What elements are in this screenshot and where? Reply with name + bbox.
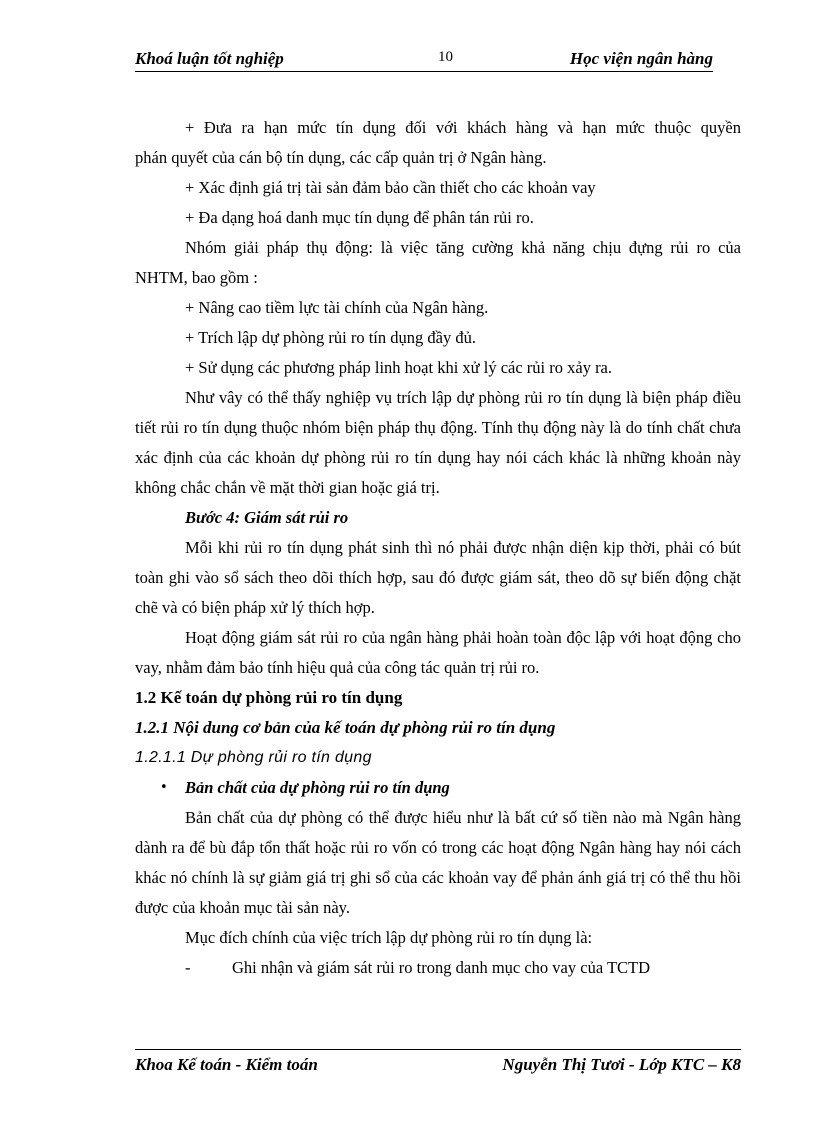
- page-number: 10: [438, 49, 453, 65]
- bullet-diversify: + Đa dạng hoá danh mục tín dụng để phân tán rủi ro.: [185, 208, 534, 227]
- bullet-credit-limit-line2: phán quyết của cán bộ tín dụng, các cấp quản trị ở Ngân hàng.: [135, 148, 547, 167]
- step4-heading: Bước 4: Giám sát rủi ro: [185, 508, 349, 527]
- bullet-heading-nature: [135, 773, 741, 803]
- bullet-credit-limit-line1: + Đưa ra hạn mức tín dụng đối với khách hàng và hạn mức thuộc quyền: [185, 118, 741, 137]
- header-rule: [135, 71, 713, 72]
- dash-marker: -: [185, 958, 191, 977]
- header-thesis-label: Khoá luận tốt nghiệp: [135, 49, 284, 68]
- bullet-flexible-methods: + Sử dụng các phương pháp linh hoạt khi xử lý các rủi ro xảy ra.: [185, 358, 613, 377]
- header-institution: Học viện ngân hàng: [569, 49, 713, 68]
- paragraph-as-such: Như vây có thể thấy nghiệp vụ trích lập dự phòng rủi ro tín dụng là biện pháp điều tiết rủi ro tín dụng thuộc nhóm biện pháp thụ động. Tính thụ động này là do tính chất chưa xác định của các khoản dự phòng rủi ro tín dụng hay nói cách khác là những khoản này không chắc chắn về mặt thời gian hoặc giá trị.: [135, 388, 741, 497]
- paragraph-independence: Hoạt động giám sát rủi ro của ngân hàng phải hoàn toàn độc lập với hoạt động cho vay, nhằm đảm bảo tính hiệu quả của công tác quản trị rủi ro.: [135, 628, 741, 677]
- bullet-collateral: + Xác định giá trị tài sản đảm bảo cần thiết cho các khoản vay: [185, 178, 596, 197]
- footer-author: Nguyễn Thị Tươi - Lớp KTC – K8: [502, 1055, 741, 1074]
- dash-list-item-text: Ghi nhận và giám sát rủi ro trong danh mục cho vay của TCTD: [232, 958, 651, 977]
- bullet-dot-icon: •: [160, 780, 168, 795]
- page-body: [135, 113, 741, 983]
- paragraph-monitoring: Mỗi khi rủi ro tín dụng phát sinh thì nó phải được nhận diện kịp thời, phải có bút toàn ghi vào sổ sách theo dõi thích hợp, sau đó được giám sát, theo dõ sự biến động chặt chẽ và có biện pháp xử lý thích hợp.: [135, 538, 741, 617]
- section-heading-1-2-1: 1.2.1 Nội dung cơ bản của kế toán dự phòng rủi ro tín dụng: [135, 718, 556, 737]
- paragraph-passive-solutions: Nhóm giải pháp thụ động: là việc tăng cường khả năng chịu đựng rủi ro của NHTM, bao gồm :: [135, 238, 741, 287]
- footer-faculty: Khoa Kế toán - Kiểm toán: [135, 1055, 318, 1074]
- footer-rule: [135, 1049, 741, 1050]
- page-header: [135, 46, 713, 72]
- section-heading-1-2-1-1: 1.2.1.1 Dự phòng rủi ro tín dụng: [135, 749, 372, 766]
- bullet-heading-text: Bản chất của dự phòng rủi ro tín dụng: [185, 778, 450, 797]
- paragraph-nature: Bản chất của dự phòng có thể được hiểu như là bất cứ số tiền nào mà Ngân hàng dành ra để bù đắp tổn thất hoặc rủi ro vốn có trong các hoạt động Ngân hàng hay nói cách khác nó chính là sự giảm giá trị ghi sổ của các khoản vay để phản ánh giá trị có thể thu hồi được của khoản mục tài sản này.: [135, 808, 741, 917]
- paragraph-purpose: Mục đích chính của việc trích lập dự phòng rủi ro tín dụng là:: [185, 928, 593, 947]
- page-footer: [135, 1049, 741, 1079]
- bullet-financial-capacity: + Nâng cao tiềm lực tài chính của Ngân hàng.: [185, 298, 489, 317]
- dash-list-item: [135, 953, 741, 983]
- bullet-provision: + Trích lập dự phòng rủi ro tín dụng đầy đủ.: [185, 328, 476, 347]
- section-heading-1-2: 1.2 Kế toán dự phòng rủi ro tín dụng: [135, 688, 403, 707]
